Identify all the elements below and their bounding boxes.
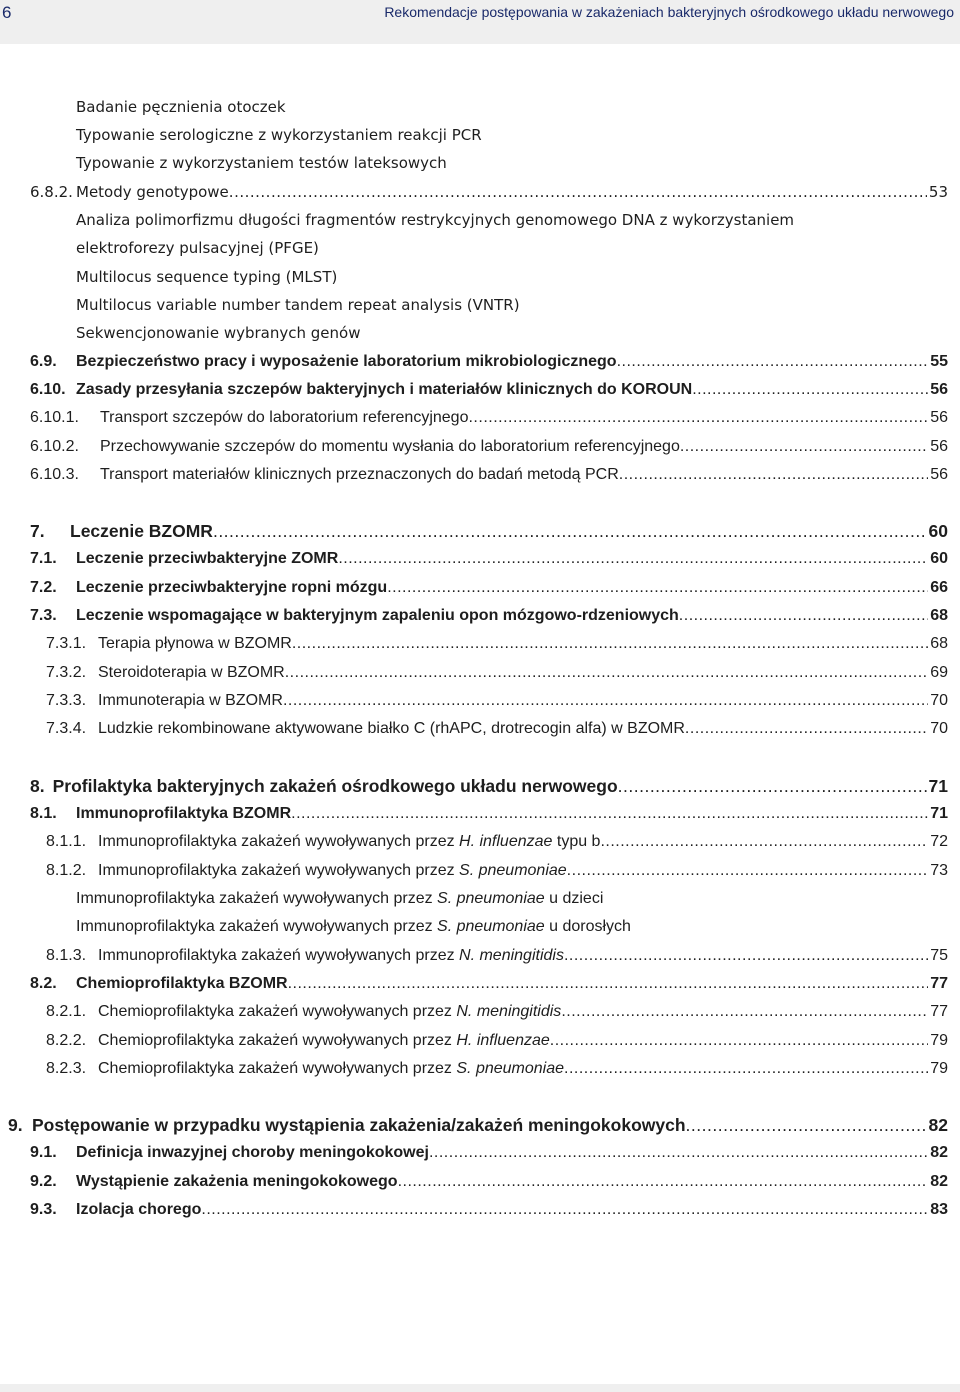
toc-page-number: 73 [930, 862, 948, 879]
toc-entry-species-name: S. pneumoniae [456, 1060, 565, 1077]
toc-page-number: 56 [930, 381, 948, 398]
toc-entry-title-text: Immunoprofilaktyka zakażeń wywoływanych przez [98, 862, 460, 879]
toc-entry[interactable] [30, 351, 948, 373]
toc-page-number: 55 [930, 353, 948, 370]
toc-page-number: 70 [930, 692, 948, 709]
toc-entry-number: 8.1.1. [46, 833, 87, 850]
toc-page-number: 82 [928, 1115, 948, 1135]
toc-entry-number: 7.3.2. [46, 664, 87, 681]
toc-page-number: 53 [928, 183, 948, 201]
toc-entry-title: Transport materiałów klinicznych przeznaczonych do badań metodą PCR [100, 466, 619, 483]
toc-dot-leader [338, 548, 928, 570]
toc-dot-leader [201, 1199, 928, 1221]
toc-dot-leader [619, 464, 928, 486]
toc-entry-number: 9. [8, 1115, 23, 1135]
toc-entry[interactable] [46, 1058, 948, 1080]
toc-entry[interactable] [46, 1001, 948, 1023]
toc-entry[interactable] [46, 1030, 948, 1052]
toc-entry-title-text: Chemioprofilaktyka zakażeń wywoływanych przez [98, 1032, 457, 1049]
toc-page-number: 60 [930, 550, 948, 567]
toc-entry-number: 8.2. [30, 975, 57, 992]
toc-entry[interactable] [30, 775, 948, 797]
toc-entry-title: Zasady przesyłania szczepów bakteryjnych i materiałów klinicznych do KOROUN [76, 381, 693, 398]
toc-dot-leader [229, 181, 927, 203]
toc-page-number: 71 [930, 805, 948, 822]
toc-entry-title [98, 945, 564, 967]
toc-entry-title: Profilaktyka bakteryjnych zakażeń ośrodkowego układu nerwowego [52, 776, 618, 796]
toc-entry[interactable] [30, 1171, 948, 1193]
toc-entry-title [98, 831, 600, 853]
toc-entry[interactable] [30, 520, 948, 542]
toc-entry[interactable] [30, 803, 948, 825]
toc-entry-title: Transport szczepów do laboratorium referencyjnego [100, 409, 469, 426]
toc-page-number: 69 [930, 664, 948, 681]
toc-page-number: 75 [930, 947, 948, 964]
toc-entry[interactable] [30, 1142, 948, 1164]
toc-dot-leader [550, 1030, 928, 1052]
toc-entry-title-text: Chemioprofilaktyka zakażeń wywoływanych przez [98, 1003, 457, 1020]
toc-entry-title: Terapia płynowa w BZOMR [98, 635, 292, 652]
toc-entry-number: 8.1. [30, 805, 57, 822]
toc-dot-leader [618, 775, 927, 797]
toc-page-number: 71 [928, 776, 948, 796]
toc-entry-title: Multilocus sequence typing (MLST) [76, 268, 338, 286]
toc-entry-title-text: Immunoprofilaktyka zakażeń wywoływanych przez [76, 918, 438, 935]
toc-entry-number: 8. [30, 776, 45, 796]
toc-entry-title: Analiza polimorfizmu długości fragmentów restrykcyjnych genomowego DNA z wykorzystaniem [76, 211, 795, 229]
toc-entry[interactable] [30, 181, 948, 203]
toc-entry[interactable] [76, 209, 948, 231]
page-number: 6 [2, 3, 12, 22]
toc-entry-number: 8.2.1. [46, 1003, 87, 1020]
toc-entry-number: 7.3. [30, 607, 57, 624]
toc-entry-title-suffix: u dorosłych [544, 918, 631, 935]
toc-dot-leader [468, 407, 928, 429]
toc-entry-title-suffix: u dzieci [544, 890, 604, 907]
toc-dot-leader [679, 605, 928, 627]
toc-entry-title [98, 1001, 561, 1023]
toc-dot-leader [680, 436, 928, 458]
toc-entry-title: Immunoterapia w BZOMR [98, 692, 283, 709]
toc-entry-species-name: S. pneumoniae [437, 918, 545, 935]
toc-entry[interactable] [46, 945, 948, 967]
toc-entry-number: 7.1. [30, 550, 57, 567]
toc-entry-number: 8.1.2. [46, 862, 87, 879]
toc-page-number: 83 [930, 1201, 948, 1218]
toc-dot-leader [600, 831, 928, 853]
footer-band [0, 1384, 960, 1392]
toc-dot-leader [561, 1001, 928, 1023]
toc-entry-number: 6.9. [30, 353, 57, 370]
toc-entry[interactable] [46, 662, 948, 684]
toc-page-number: 77 [930, 1003, 948, 1020]
toc-entry-species-name: N. meningitidis [459, 947, 564, 964]
toc-dot-leader [213, 520, 927, 542]
toc-entry-title: Ludzkie rekombinowane aktywowane białko C (rhAPC, drotrecogin alfa) w BZOMR [98, 720, 685, 737]
toc-entry[interactable] [30, 605, 948, 627]
toc-entry-number: 7.3.1. [46, 635, 87, 652]
toc-entry[interactable] [46, 860, 948, 882]
toc-entry-number: 8.2.2. [46, 1032, 87, 1049]
toc-entry-title [98, 1058, 564, 1080]
page-header [0, 0, 960, 44]
toc-entry-title: Leczenie przeciwbakteryjne ZOMR [76, 550, 339, 567]
toc-entry[interactable] [76, 916, 948, 938]
toc-entry-title [98, 860, 567, 882]
toc-dot-leader [291, 803, 928, 825]
toc-entry-number: 8.2.3. [46, 1060, 87, 1077]
toc-entry-title [76, 888, 603, 910]
toc-dot-leader [292, 633, 928, 655]
toc-entry[interactable] [46, 690, 948, 712]
toc-page-number: 82 [930, 1144, 948, 1161]
toc-entry[interactable] [30, 548, 948, 570]
toc-entry-number: 6.10.3. [30, 466, 79, 483]
toc-entry-number: 7. [30, 521, 45, 541]
toc-dot-leader [285, 662, 928, 684]
toc-entry-title: Leczenie przeciwbakteryjne ropni mózgu [76, 579, 388, 596]
toc-entry[interactable] [30, 577, 948, 599]
toc-entry[interactable] [76, 322, 948, 344]
toc-entry-number: 9.2. [30, 1173, 57, 1190]
toc-entry-title [76, 916, 631, 938]
toc-dot-leader [429, 1142, 928, 1164]
toc-entry-title-text: Chemioprofilaktyka zakażeń wywoływanych przez [98, 1060, 457, 1077]
toc-entry[interactable] [76, 152, 948, 174]
toc-entry[interactable] [30, 973, 948, 995]
toc-page-number: 79 [930, 1032, 948, 1049]
toc-entry-number: 9.1. [30, 1144, 57, 1161]
toc-entry-title-text: Immunoprofilaktyka zakażeń wywoływanych przez [98, 833, 460, 850]
toc-entry[interactable] [76, 888, 948, 910]
toc-dot-leader [692, 379, 928, 401]
toc-entry-title: Typowanie serologiczne z wykorzystaniem reakcji PCR [76, 126, 482, 144]
toc-page-number: 77 [930, 975, 948, 992]
toc-page-number: 68 [930, 635, 948, 652]
toc-entry-title-suffix: typu b [552, 833, 601, 850]
toc-entry-number: 6.8.2. [30, 183, 73, 201]
toc-entry-number: 6.10.1. [30, 409, 79, 426]
toc-entry[interactable] [76, 96, 948, 118]
toc-entry-title: Metody genotypowe [76, 183, 229, 201]
toc-entry-number: 9.3. [30, 1201, 57, 1218]
toc-dot-leader [617, 351, 929, 373]
toc-entry[interactable] [76, 124, 948, 146]
toc-entry[interactable] [46, 831, 948, 853]
toc-entry-number: 7.3.3. [46, 692, 87, 709]
toc-entry-title: Leczenie wspomagające w bakteryjnym zapaleniu opon mózgowo-rdzeniowych [76, 607, 679, 624]
toc-entry-number: 8.1.3. [46, 947, 87, 964]
toc-dot-leader [398, 1171, 929, 1193]
toc-entry-title: Bezpieczeństwo pracy i wyposażenie laboratorium mikrobiologicznego [76, 353, 617, 370]
toc-entry-title: Immunoprofilaktyka BZOMR [76, 805, 292, 822]
toc-entry-title: elektroforezy pulsacyjnej (PFGE) [76, 239, 319, 257]
toc-dot-leader [567, 860, 929, 882]
toc-entry-title: Chemioprofilaktyka BZOMR [76, 975, 288, 992]
toc-dot-leader [685, 718, 928, 740]
toc-dot-leader [686, 1114, 927, 1136]
toc-page-number: 56 [930, 466, 948, 483]
toc-entry[interactable] [76, 237, 948, 259]
toc-dot-leader [283, 690, 928, 712]
running-title: Rekomendacje postępowania w zakażeniach bakteryjnych ośrodkowego układu nerwowego [384, 4, 954, 20]
toc-entry[interactable] [8, 1114, 948, 1136]
toc-entry-number: 6.10.2. [30, 438, 79, 455]
toc-page-number: 82 [930, 1173, 948, 1190]
toc-entry[interactable] [30, 407, 948, 429]
toc-entry[interactable] [76, 266, 948, 288]
toc-entry-title [98, 1030, 550, 1052]
toc-entry-title: Sekwencjonowanie wybranych genów [76, 324, 361, 342]
toc-entry-title: Postępowanie w przypadku wystąpienia zakażenia/zakażeń meningokokowych [32, 1115, 686, 1135]
toc-entry-title: Wystąpienie zakażenia meningokokowego [76, 1173, 398, 1190]
toc-dot-leader [564, 1058, 928, 1080]
toc-entry-title: Multilocus variable number tandem repeat analysis (VNTR) [76, 296, 520, 314]
toc-entry-title: Badanie pęcznienia otoczek [76, 98, 286, 116]
toc-entry-number: 6.10. [30, 381, 66, 398]
toc-entry-title: Definicja inwazyjnej choroby meningokokowej [76, 1144, 429, 1161]
toc-dot-leader [564, 945, 928, 967]
toc-entry-species-name: S. pneumoniae [437, 890, 545, 907]
toc-entry[interactable] [46, 718, 948, 740]
toc-page-number: 68 [930, 607, 948, 624]
toc-entry[interactable] [30, 379, 948, 401]
toc-entry-species-name: S. pneumoniae [459, 862, 567, 879]
toc-entry[interactable] [46, 633, 948, 655]
toc-entry-species-name: N. meningitidis [456, 1003, 562, 1020]
toc-entry-title: Leczenie BZOMR [70, 521, 213, 541]
toc-entry[interactable] [30, 1199, 948, 1221]
toc-entry-title: Typowanie z wykorzystaniem testów lateksowych [76, 154, 447, 172]
toc-entry-number: 7.2. [30, 579, 57, 596]
toc-page-number: 70 [930, 720, 948, 737]
toc-entry[interactable] [30, 464, 948, 486]
toc-entry-title: Przechowywanie szczepów do momentu wysłania do laboratorium referencyjnego [100, 438, 680, 455]
toc-page-number: 79 [930, 1060, 948, 1077]
toc-entry-number: 7.3.4. [46, 720, 87, 737]
toc-page-number: 56 [930, 438, 948, 455]
toc-entry-title-text: Immunoprofilaktyka zakażeń wywoływanych przez [76, 890, 438, 907]
toc-entry-species-name: H. influenzae [456, 1032, 550, 1049]
toc-page-number: 66 [930, 579, 948, 596]
toc-page-number: 72 [930, 833, 948, 850]
toc-entry[interactable] [30, 436, 948, 458]
toc-entry[interactable] [76, 294, 948, 316]
toc-entry-title: Izolacja chorego [76, 1201, 202, 1218]
toc-entry-title: Steroidoterapia w BZOMR [98, 664, 285, 681]
toc-entry-title-text: Immunoprofilaktyka zakażeń wywoływanych przez [98, 947, 460, 964]
toc-page-number: 60 [928, 521, 948, 541]
toc-dot-leader [387, 577, 928, 599]
toc-entry-species-name: H. influenzae [459, 833, 553, 850]
toc-page-number: 56 [930, 409, 948, 426]
toc-dot-leader [288, 973, 929, 995]
